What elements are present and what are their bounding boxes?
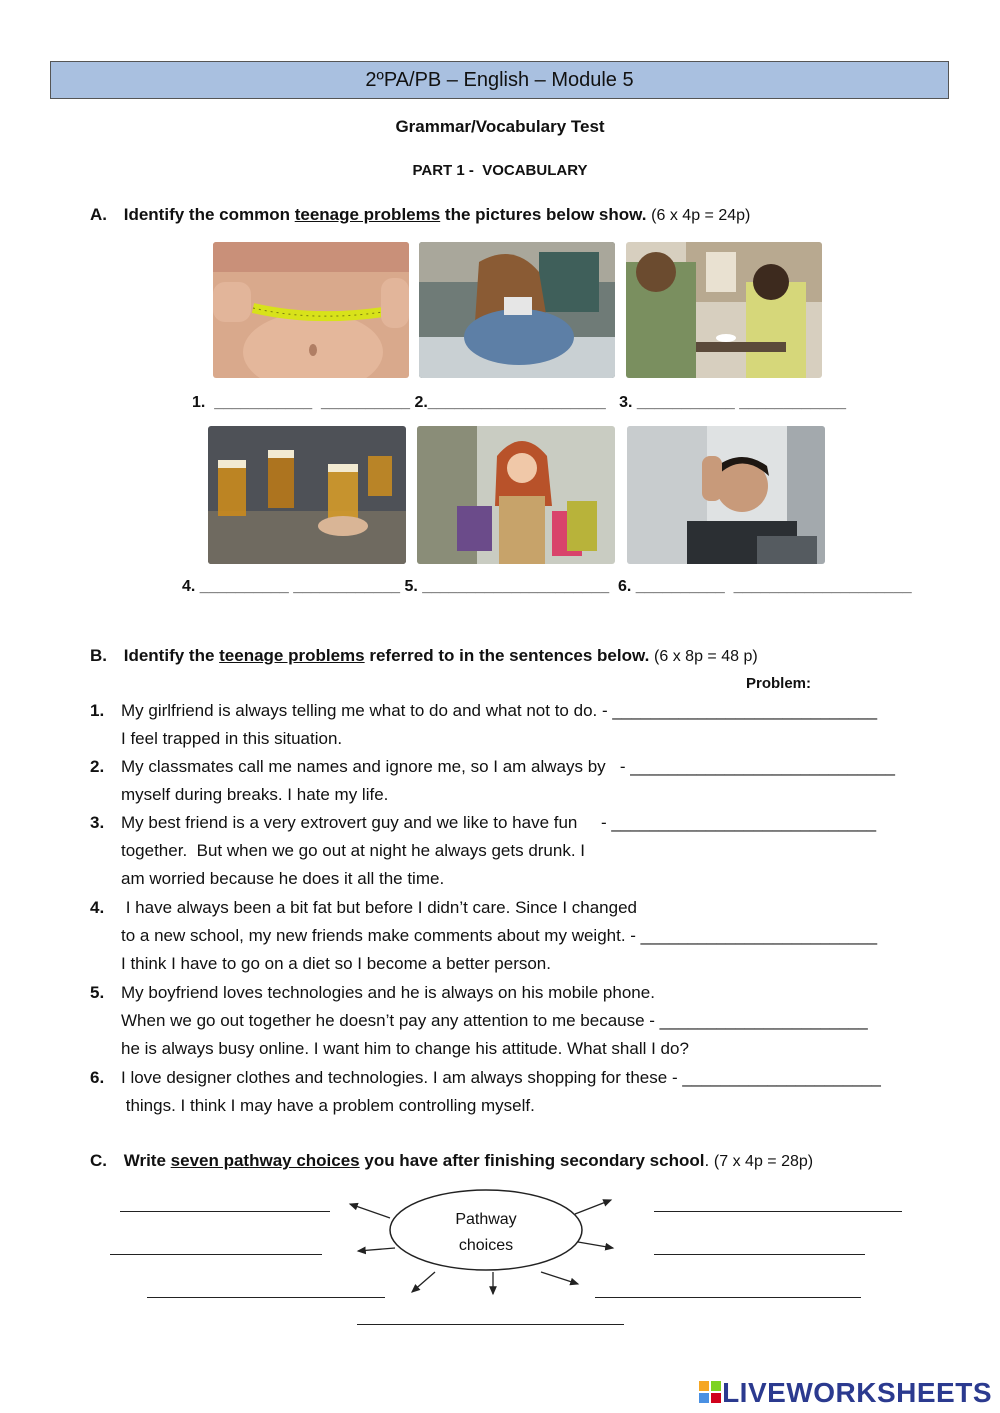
section-a-heading — [90, 205, 750, 225]
arrow-lower-right — [541, 1272, 578, 1284]
question-line[interactable]: My girlfriend is always telling me what to do and what not to do. - ____________________________ — [121, 701, 878, 720]
section-a-marks: (6 x 4p = 24p) — [651, 207, 751, 224]
section-a-underlined: teenage problems — [294, 205, 441, 224]
picture-worried-boy — [627, 426, 825, 564]
section-c-dot: . — [704, 1151, 710, 1170]
picture-beer-glasses — [208, 426, 406, 564]
section-b-letter: B. — [90, 646, 107, 665]
test-title: Grammar/Vocabulary Test — [395, 117, 605, 136]
liveworksheets-logo-text: LIVEWORKSHEETS — [722, 1377, 992, 1408]
section-b-underlined: teenage problems — [219, 646, 365, 665]
question-line: My boyfriend loves technologies and he is always on his mobile phone. — [121, 983, 655, 1002]
arrow-upper-left — [350, 1204, 390, 1218]
question-2 — [90, 753, 970, 809]
question-line: I have always been a bit fat but before I didn’t care. Since I changed — [121, 898, 637, 917]
arrow-right — [578, 1242, 613, 1248]
liveworksheets-logo-icon — [699, 1381, 721, 1403]
problem-label: Problem: — [746, 675, 812, 692]
part-title: PART 1 - VOCABULARY — [412, 162, 588, 179]
picture-shopping-girl — [417, 426, 615, 564]
header-bar — [50, 61, 949, 99]
question-line[interactable]: I love designer clothes and technologies. I am always shopping for these - _____________________ — [121, 1068, 881, 1087]
pathway-answer-line[interactable] — [147, 1297, 385, 1298]
pathway-label-line: choices — [458, 1237, 514, 1254]
question-line[interactable]: My classmates call me names and ignore me, so I am always by - ____________________________ — [121, 757, 895, 776]
section-c-underlined: seven pathway choices — [170, 1151, 360, 1170]
section-b-marks: (6 x 8p = 48 p) — [654, 648, 758, 665]
header-title: 2ºPA/PB – English – Module 5 — [365, 69, 634, 91]
question-line: am worried because he does it all the time. — [121, 869, 445, 888]
section-c-heading — [90, 1151, 813, 1171]
question-3 — [90, 809, 970, 893]
pathway-answer-line[interactable] — [595, 1297, 861, 1298]
picture-sad-girl — [419, 242, 615, 378]
arrow-lower-left — [412, 1272, 435, 1292]
section-b-post: referred to in the sentences below. — [364, 646, 650, 665]
question-5 — [90, 979, 970, 1063]
pathway-answer-line[interactable] — [120, 1211, 330, 1212]
pathway-diagram — [0, 1180, 1000, 1340]
question-line[interactable]: to a new school, my new friends make comments about my weight. - _________________________ — [121, 926, 878, 945]
question-line: I think I have to go on a diet so I become a better person. — [121, 954, 551, 973]
section-a-letter: A. — [90, 205, 107, 224]
question-line: together. But when we go out at night he always gets drunk. I — [121, 841, 586, 860]
answer-row-1[interactable]: 1. ___________ __________ 2.____________________ 3. ___________ ____________ — [192, 394, 846, 411]
pathway-answer-line[interactable] — [110, 1254, 322, 1255]
question-number: 3. — [90, 813, 105, 832]
pathway-answer-line[interactable] — [654, 1254, 865, 1255]
question-6 — [90, 1064, 970, 1120]
question-number: 4. — [90, 898, 105, 917]
question-number: 2. — [90, 757, 105, 776]
question-line: myself during breaks. I hate my life. — [121, 785, 389, 804]
question-number: 5. — [90, 983, 105, 1002]
question-number: 1. — [90, 701, 105, 720]
question-4 — [90, 894, 970, 978]
section-b-pre: Identify the — [123, 646, 220, 665]
section-b-heading — [90, 646, 758, 666]
question-1 — [90, 697, 970, 753]
question-line[interactable]: My best friend is a very extrovert guy and we like to have fun - ____________________________ — [121, 813, 877, 832]
arrow-left — [358, 1248, 395, 1251]
pathway-label-line: Pathway — [455, 1211, 517, 1228]
pathway-label — [426, 1207, 546, 1259]
section-c-marks: (7 x 4p = 28p) — [713, 1153, 814, 1170]
question-line: he is always busy online. I want him to change his attitude. What shall I do? — [121, 1039, 689, 1058]
arrow-upper-right — [575, 1200, 611, 1214]
answer-row-2[interactable]: 4. __________ ____________ 5. _____________________ 6. __________ ____________________ — [182, 578, 912, 595]
section-a-post: the pictures below show. — [440, 205, 647, 224]
section-c-letter: C. — [90, 1151, 107, 1170]
question-line[interactable]: When we go out together he doesn’t pay any attention to me because - ______________________ — [121, 1011, 868, 1030]
pathway-answer-line[interactable] — [357, 1324, 624, 1325]
section-a-pre: Identify the common — [123, 205, 295, 224]
picture-two-girls-phones — [626, 242, 822, 378]
question-line: things. I think I may have a problem controlling myself. — [121, 1096, 535, 1115]
question-line: I feel trapped in this situation. — [121, 729, 343, 748]
section-c-post: you have after finishing secondary school — [359, 1151, 705, 1170]
pathway-answer-line[interactable] — [654, 1211, 902, 1212]
question-number: 6. — [90, 1068, 105, 1087]
section-c-pre: Write — [123, 1151, 171, 1170]
picture-waist-measuring — [213, 242, 409, 378]
